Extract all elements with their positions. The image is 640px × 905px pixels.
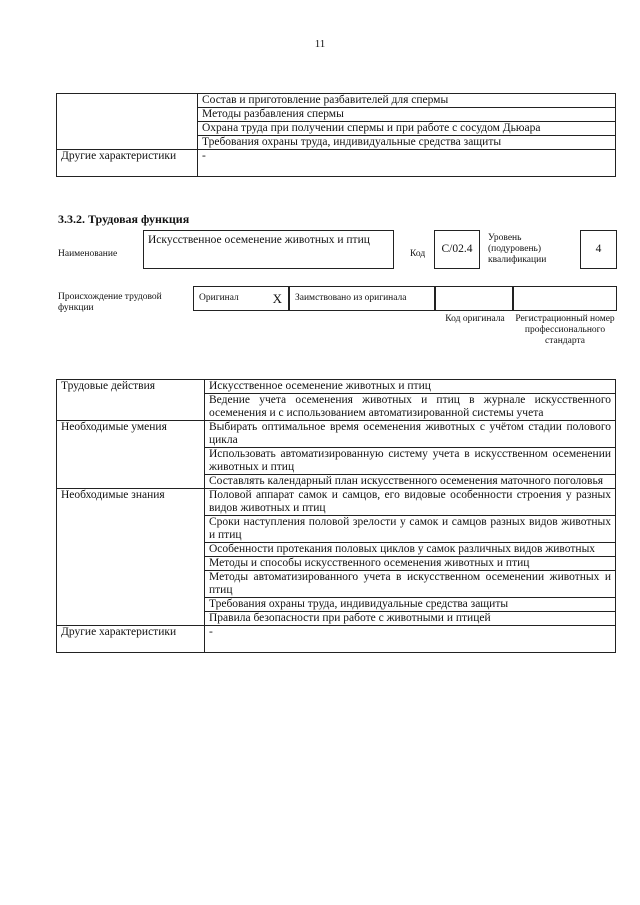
original-label: Оригинал xyxy=(199,293,239,303)
registration-number-caption: Регистрационный номер профессионального стандарта xyxy=(515,314,615,346)
table-cell: Состав и приготовление разбавителей для спермы xyxy=(198,94,616,108)
other-characteristics-value: - xyxy=(198,150,616,177)
table-cell: Требования охраны труда, индивидуальные средства защиты xyxy=(205,598,616,612)
skills-label: Необходимые умения xyxy=(57,421,205,489)
table-row xyxy=(57,380,616,394)
code-value-box: С/02.4 xyxy=(434,230,480,269)
labor-function-table xyxy=(56,379,616,653)
table-row xyxy=(57,626,616,653)
table-cell: Требования охраны труда, индивидуальные средства защиты xyxy=(198,136,616,150)
table-cell: Методы разбавления спермы xyxy=(198,108,616,122)
original-box xyxy=(193,286,289,311)
borrowed-box: Заимствовано из оригинала xyxy=(289,286,435,311)
page-number: 11 xyxy=(314,38,326,50)
original-code-caption: Код оригинала xyxy=(445,314,505,324)
table-cell: Охрана труда при получении спермы и при работе с сосудом Дьюара xyxy=(198,122,616,136)
qualification-level-box: 4 xyxy=(580,230,617,269)
origin-label: Происхождение трудовой функции xyxy=(58,292,162,313)
table-cell: Методы автоматизированного учета в искусственном осеменении животных и птиц xyxy=(205,571,616,598)
table-cell: Методы и способы искусственного осеменения животных и птиц xyxy=(205,557,616,571)
section-title: 3.3.2. Трудовая функция xyxy=(58,212,190,226)
table-row xyxy=(57,421,616,448)
code-label: Код xyxy=(410,249,426,259)
table-cell: Искусственное осеменение животных и птиц xyxy=(205,380,616,394)
other-characteristics-label: Другие характеристики xyxy=(57,626,205,653)
table-cell: Сроки наступления половой зрелости у самок и самцов разных видов животных и птиц xyxy=(205,516,616,543)
empty-label-cell xyxy=(57,94,198,150)
knowledge-label: Необходимые знания xyxy=(57,489,205,626)
actions-label: Трудовые действия xyxy=(57,380,205,421)
table-row xyxy=(57,150,616,177)
table-row xyxy=(57,94,616,108)
table-cell: Составлять календарный план искусственного осеменения маточного поголовья xyxy=(205,475,616,489)
knowledge-continuation-table xyxy=(56,93,616,177)
table-cell: Особенности протекания половых циклов у самок различных видов животных xyxy=(205,543,616,557)
table-cell: Половой аппарат самок и самцов, его видовые особенности строения у разных видов животных и птиц xyxy=(205,489,616,516)
original-code-box xyxy=(435,286,513,311)
qualification-level-label: Уровень (подуровень) квалификации xyxy=(488,233,547,265)
other-characteristics-value: - xyxy=(205,626,616,653)
table-row xyxy=(57,489,616,516)
name-label: Наименование xyxy=(58,249,118,259)
registration-number-box xyxy=(513,286,617,311)
table-cell: Использовать автоматизированную систему учета в искусственном осеменении животных и птиц xyxy=(205,448,616,475)
table-cell: Правила безопасности при работе с животными и птицей xyxy=(205,612,616,626)
original-mark: X xyxy=(272,291,282,306)
function-name-box: Искусственное осеменение животных и птиц xyxy=(143,230,394,269)
table-cell: Выбирать оптимальное время осеменения животных с учётом стадии полового цикла xyxy=(205,421,616,448)
other-characteristics-label: Другие характеристики xyxy=(57,150,198,177)
table-cell: Ведение учета осеменения животных и птиц в журнале искусственного осеменения и с использованием автоматизированной системы учета xyxy=(205,394,616,421)
